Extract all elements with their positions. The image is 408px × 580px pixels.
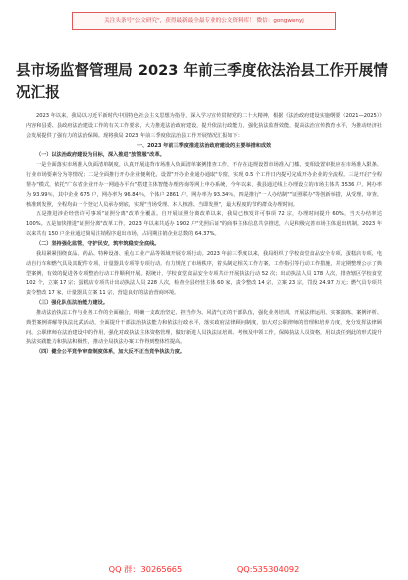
subsection-heading-3: （三）强化队伍法治能力建设。: [36, 300, 108, 307]
qq-group-text: QQ 群：30265665: [108, 564, 183, 574]
paragraph: 一是全面落实市场准入负面清单制度。认真开展违背市场准入负面清单案例排查工作，不存在违规设置市场准入门槛、变相设置审批应在市场准入限条、行业市场要素分为等情况；二是全面推行开办企业便利化，设置"开办企业通办通取"专窗，实现 0.5 个工作日内提可完成开办企业的全流程。三是开启"全程帮办"模式，依托"广东省企业开办一网通办平台"搭建主体智能办理咨询等网上申办系统，今年以来，我县通过线上办理设立的市场主体共 3536 户，网办率为 93.99％，其中企业 675 户，网办率为 96.84％，个体户 2861 户，网办率为 93.34％。四是推行"一人办结制""证照联办"等创新举措，从受理、审查、核准到发照，全程均由一个登记人员承办到底，实现"当场受理、本人核准、当即发照"，最大程度的节约群众办理时间。: [26, 162, 382, 208]
qq-text: QQ:535304092: [236, 564, 300, 574]
subsection-heading-2: （二）坚持强化监管，守护民安，筑牢筑稳安全底线。: [36, 240, 160, 247]
paragraph: 推动法治执法工作与业务工作的全面融合，明确一支政治坚定、担当作为、风清气正的干部队伍，强化业务培训，开展法律运用、实案演练、案例评析、典型案例讲解等执法比武活动，全面提升干部法治执法能力和依法行政水平，落实政府法律顾问制度，加大对公职律师的管理和培养力度，充分发挥法律顾问、公职律师在法治建设中的作用，强化对政执法主体资格管理，做好新进人员执法证培训、考核及申领工作。保障执法人员资格，用以责任到此的形式提升执法实践能力和执法积极性，推动全局执法办案工作得到整体性提高。: [26, 309, 382, 346]
subsection-heading-4: （四）健全公平竞争审查制度体系，加大反不正当竞争执法力度。: [36, 349, 186, 356]
paragraph: 五是推进涉企经营许可事项"证照分离"改革全覆盖。自开展证照分离改革以来，我局已核发许可事项 72 宗，办理时间提升 60%，当天办结率达 100%。五是加快推进"证照分离"改革工作。2023 年以来共适办 1902 户"先照后证"的商事主体信息共享推送，六是积极完善市场主体退出机制。2023 年以来共有 150 户企业通过简易注销程序退出市场，占同期注销企业总数的 64.37%。: [26, 211, 382, 238]
section-heading-1: 一、2023 年前三季度推进法治政府建设的主要举措和成效: [136, 142, 272, 149]
document-title: 县市场监督管理局 2023 年前三季度依法治县工作开展情况汇报: [16, 62, 388, 101]
promo-banner[interactable]: 关注头条号"公文研究"，获得最新最全最专业的公文资料库！ 微信：gongwenyj: [72, 12, 336, 30]
paragraph-intro: 2023 年以来，我局以习近平新时代中国特色社会主义思想为指导，深入学习宣传贯彻党的二十大精神，根据《法治政府建设实施纲要（2021—2025）》内容和县委、县政府法治建设工作的有关工作要求，大力推进法治政府建设，提升依法行政能力，强化执法监督效能，提高法治宣传教育水平，为推动经济社会发展提供了强有力的法治保障。现将我局 2023 年前三季度依法治县工作开展情况汇报如下：: [26, 113, 382, 139]
document-body: [26, 112, 382, 358]
paragraph: 我局紧紧围绕食品、药品、特种设备、重点工业产品等领域开展专项行动。2023 年前三季度以来，我局组织了学校食堂食品安全专项、蛋糕店专项、电动自行车和燃气具及其配件专项，计量器具专项等专项行动，有力规范了市场秩序，着头制定相关工作方案，工作指引等行动工作措施，并定期整理公示了典型案例，有效的促进各专项整治行动工作顺利开展。据统计，学校食堂食品安全专项共计开展执法行动 52 次；出动执法人员 178 人次，排查辖区学校食堂 102 个，立案 17 宗；蛋糕店专项共计出动执法人员 228 人次，检查全县经营主体 60 家，责令整改 14 宗，立案 23 宗，罚没 24.97 万元；燃气具专项共责令整改 17 家，计量器具立案 11 宗，营造良好的法治营商环境。: [26, 250, 382, 297]
contact-footer: [0, 562, 408, 576]
subsection-heading-1: （一）以法治政府建设为目标，深入推进"放管服"改革。: [36, 152, 165, 159]
